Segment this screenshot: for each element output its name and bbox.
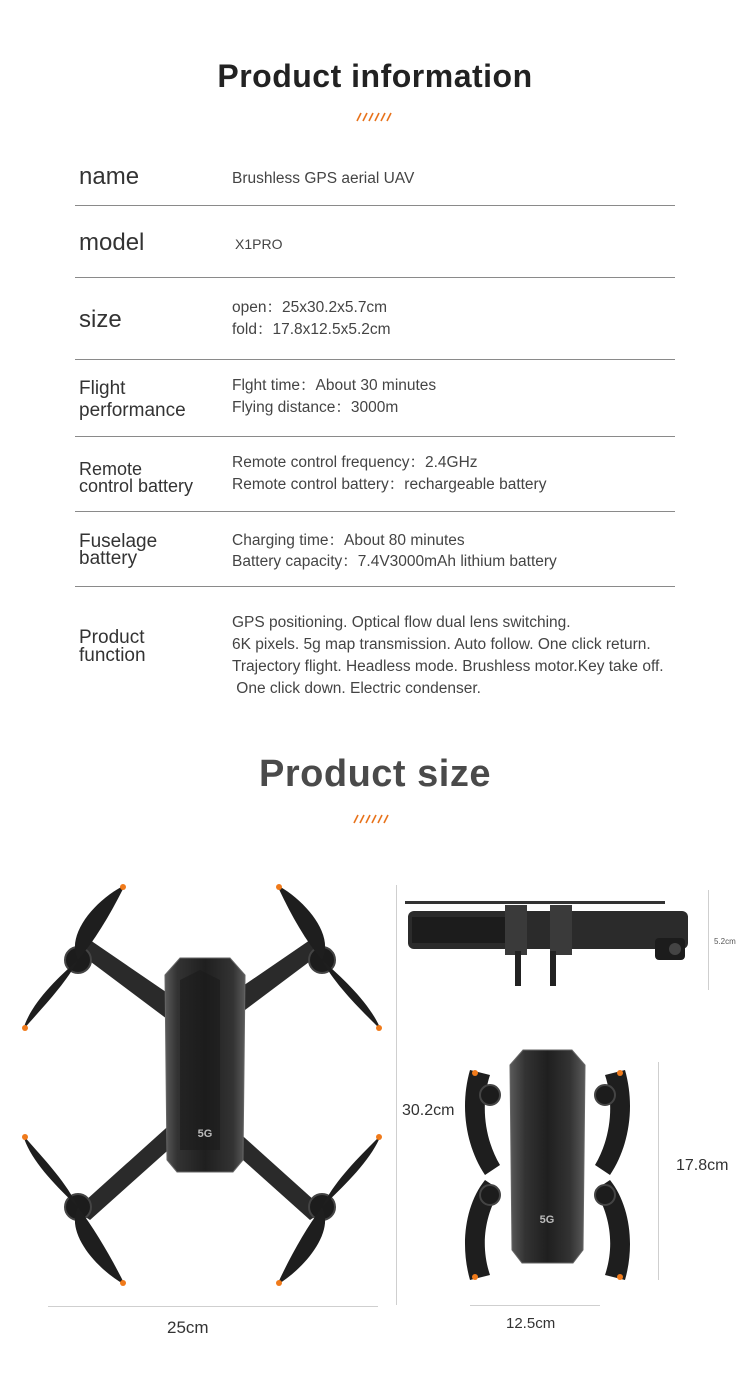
spec-value-function-line2: 6K pixels. 5g map transmission. Auto follow. One click return. <box>232 636 651 653</box>
row-divider <box>75 359 675 360</box>
dimension-guide <box>48 1306 378 1307</box>
fold-height-label: 5.2cm <box>714 937 736 946</box>
spec-value-function-line1: GPS positioning. Optical flow dual lens switching. <box>232 614 571 631</box>
spec-value-remote-frequency: Remote control frequency：2.4GHz <box>232 454 478 471</box>
product-information-heading: Product information <box>217 58 533 94</box>
spec-label-fuselage-line1: Fuselage <box>79 531 158 552</box>
drone-folded-top-view <box>455 1045 640 1285</box>
spec-value-battery-capacity: Battery capacity：7.4V3000mAh lithium battery <box>232 553 557 570</box>
fold-width-label: 12.5cm <box>506 1315 556 1332</box>
spec-value-charging-time: Charging time：About 80 minutes <box>232 532 465 549</box>
heading-accent-hatch <box>352 814 392 824</box>
fold-length-label: 17.8cm <box>676 1157 729 1174</box>
spec-label-model: model <box>79 229 145 256</box>
spec-label-size: size <box>79 306 122 333</box>
spec-label-flight-line1: Flight <box>79 378 126 399</box>
spec-value-size-fold: fold：17.8x12.5x5.2cm <box>232 321 391 338</box>
spec-label-function-line2: function <box>79 645 146 666</box>
spec-label-remote-line2: control battery <box>79 476 194 496</box>
drone-open-top-view <box>15 880 390 1290</box>
spec-label-function-line1: Product <box>79 627 145 648</box>
5g-badge: 5G <box>197 1128 213 1140</box>
spec-value-size-open: open：25x30.2x5.7cm <box>232 299 388 316</box>
row-divider <box>75 277 675 278</box>
spec-label-flight-line2: performance <box>79 400 186 421</box>
spec-value-function-line4: One click down. Electric condenser. <box>232 680 481 697</box>
spec-value-model: X1PRO <box>235 236 283 252</box>
spec-value-name: Brushless GPS aerial UAV <box>232 170 415 187</box>
row-divider <box>75 586 675 587</box>
product-size-heading: Product size <box>259 753 491 795</box>
open-width-label: 25cm <box>167 1318 209 1337</box>
dimension-guide <box>658 1062 659 1280</box>
row-divider <box>75 436 675 437</box>
dimension-guide <box>708 890 709 990</box>
row-divider <box>75 205 675 206</box>
spec-value-remote-battery: Remote control battery：rechargeable battery <box>232 476 547 493</box>
dimension-guide <box>470 1305 600 1306</box>
spec-label-fuselage-line2: battery <box>79 548 138 569</box>
spec-label-remote-line1: Remote <box>79 459 143 479</box>
row-divider <box>75 511 675 512</box>
heading-accent-hatch <box>355 112 395 122</box>
open-length-label: 30.2cm <box>402 1102 455 1119</box>
dimension-guide <box>396 885 397 1305</box>
spec-label-name: name <box>79 163 140 190</box>
spec-value-flying-distance: Flying distance：3000m <box>232 399 399 416</box>
5g-badge-folded: 5G <box>539 1214 555 1226</box>
spec-value-function-line3: Trajectory flight. Headless mode. Brushless motor.Key take off. <box>232 658 664 675</box>
spec-value-flight-time: Flght time：About 30 minutes <box>232 377 437 394</box>
drone-folded-side-view <box>400 893 695 988</box>
